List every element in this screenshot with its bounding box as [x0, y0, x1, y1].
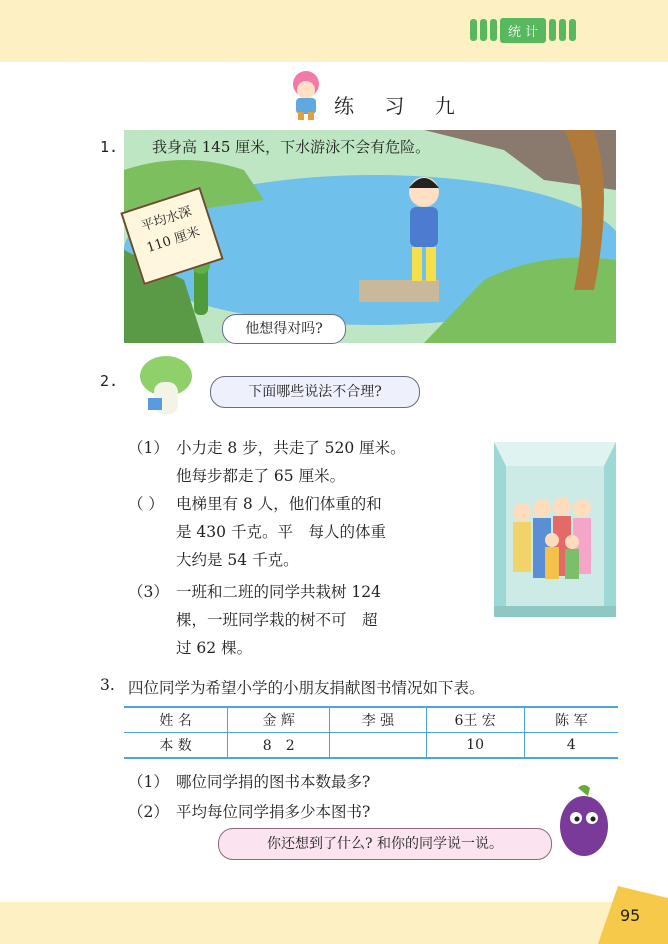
table-cell: 8 2	[228, 733, 330, 759]
eggplant-mascot-icon	[548, 782, 618, 860]
table-cell: 本 数	[124, 733, 228, 759]
q3-intro: 四位同学为希望小学的小朋友捐献图书情况如下表。	[128, 679, 485, 697]
q2-speech-bubble: 下面哪些说法不合理?	[210, 376, 420, 408]
table-header-row	[124, 707, 618, 733]
q2-item2-line1: 电梯里有 8 人，他们体重的和	[176, 495, 382, 513]
table-header-cell: 陈 军	[524, 707, 618, 733]
sign-line-1: 平均水深	[139, 204, 194, 235]
section-tag-label: 统 计	[500, 18, 546, 43]
q3-question1-text: 哪位同学捐的图书本数最多?	[176, 773, 371, 791]
section-tag	[470, 16, 576, 44]
footer-band	[0, 902, 668, 944]
table-header-cell: 李 强	[330, 707, 426, 733]
sign-line-2: 110 厘米	[144, 224, 202, 256]
q2-item3-line2: 棵，一班同学栽的树不可 超	[176, 611, 378, 629]
page-number: 95	[620, 906, 641, 925]
table-cell: 10	[426, 733, 524, 759]
q2-item1-line1: 小力走 8 步，共走了 520 厘米。	[176, 439, 406, 457]
q1-speech-bubble: 他想得对吗?	[222, 314, 346, 344]
book-donation-table	[124, 706, 618, 759]
q2-item3-num: （3）	[128, 583, 169, 601]
q3-number: 3.	[100, 676, 115, 694]
q3-question2-num: （2）	[128, 803, 169, 821]
mascot-girl-icon	[284, 68, 330, 122]
cabbage-mascot-icon	[134, 352, 198, 422]
q2-item2-num: （ ）	[128, 495, 164, 513]
q2-item3-line1: 一班和二班的同学共栽树 124	[176, 583, 382, 601]
q1-number: 1.	[100, 138, 119, 156]
page-title: 练 习 九	[334, 94, 467, 118]
table-row	[124, 733, 618, 759]
table-header-cell: 姓 名	[124, 707, 228, 733]
q2-number: 2.	[100, 372, 119, 390]
table-header-cell: 6王 宏	[426, 707, 524, 733]
table-cell	[330, 733, 426, 759]
q2-item1-line2: 他每步都走了 65 厘米。	[176, 467, 346, 485]
q2-item1-num: （1）	[128, 439, 169, 457]
q3-speech-bubble: 你还想到了什么? 和你的同学说一说。	[218, 828, 552, 860]
q3-question1-num: （1）	[128, 773, 169, 791]
q2-item3-line3: 过 62 棵。	[176, 639, 253, 657]
table-cell: 4	[524, 733, 618, 759]
q3-question2-text: 平均每位同学捐多少本图书?	[176, 803, 371, 821]
table-header-cell: 金 辉	[228, 707, 330, 733]
q2-item2-line3: 大约是 54 千克。	[176, 551, 299, 569]
elevator-illustration	[494, 442, 616, 617]
q2-item2-line2: 是 430 千克。平 每人的体重	[176, 523, 386, 541]
boy-statement: 我身高 145 厘米，下水游泳不会有危险。	[152, 138, 431, 156]
